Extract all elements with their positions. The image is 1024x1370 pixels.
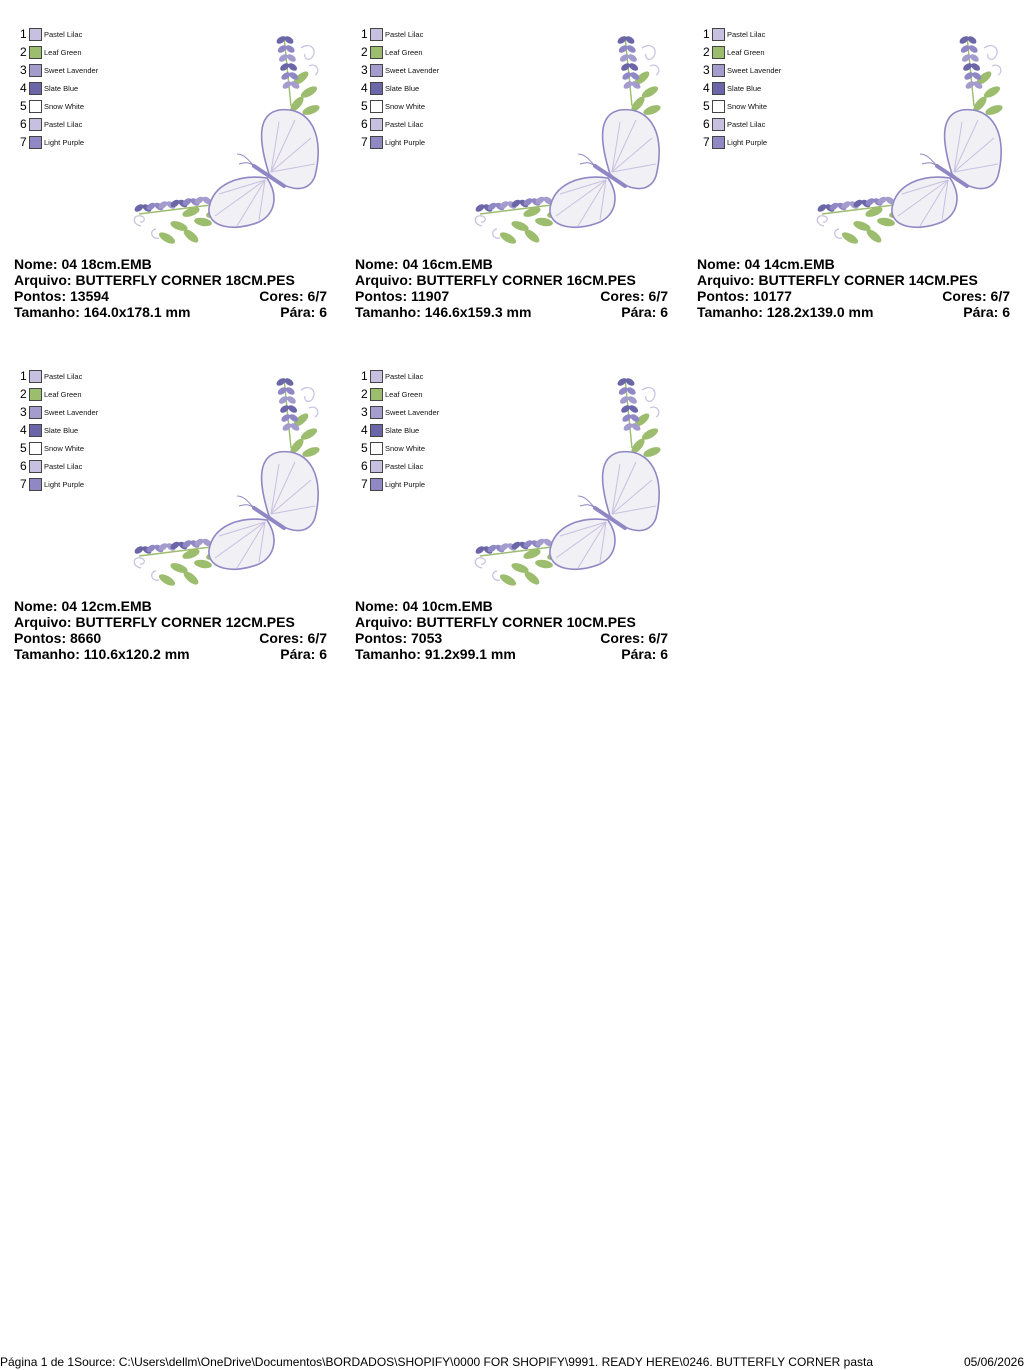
- palette-row: [361, 80, 461, 98]
- color-swatch: [29, 424, 42, 437]
- thread-color-name: Pastel Lilac: [44, 372, 83, 381]
- palette-number: 7: [361, 135, 368, 149]
- palette-row: [361, 476, 461, 494]
- para-label: Pára:: [621, 304, 657, 320]
- pontos-value: 7053: [411, 630, 443, 646]
- palette-number: 3: [361, 405, 368, 419]
- color-swatch: [29, 82, 42, 95]
- thread-color-name: Pastel Lilac: [727, 120, 766, 129]
- palette-row: [703, 134, 803, 152]
- palette-number: 4: [361, 81, 368, 95]
- palette-number: 2: [703, 45, 710, 59]
- color-swatch: [370, 460, 383, 473]
- thread-color-name: Light Purple: [385, 138, 426, 147]
- palette-number: 3: [703, 63, 710, 77]
- color-palette: [20, 368, 120, 494]
- palette-number: 7: [703, 135, 710, 149]
- pontos-value: 11907: [411, 288, 450, 304]
- palette-number: 3: [361, 63, 368, 77]
- color-swatch: [29, 442, 42, 455]
- palette-number: 1: [703, 27, 710, 41]
- color-swatch: [370, 118, 383, 131]
- palette-number: 7: [20, 135, 27, 149]
- palette-row: [20, 476, 120, 494]
- color-swatch: [370, 424, 383, 437]
- palette-row: [20, 386, 120, 404]
- arquivo-value: BUTTERFLY CORNER 16CM.PES: [416, 272, 636, 288]
- color-swatch: [370, 136, 383, 149]
- design-card: [697, 26, 1017, 346]
- palette-number: 1: [361, 27, 368, 41]
- thread-color-name: Leaf Green: [385, 48, 423, 57]
- thread-color-name: Sweet Lavender: [385, 408, 440, 417]
- palette-number: 6: [20, 459, 27, 473]
- tamanho-label: Tamanho:: [14, 646, 80, 662]
- palette-row: [361, 440, 461, 458]
- para-value: 6: [660, 304, 668, 320]
- color-swatch: [29, 460, 42, 473]
- nome-label: Nome:: [14, 598, 58, 614]
- palette-row: [20, 62, 120, 80]
- palette-number: 3: [20, 63, 27, 77]
- pontos-value: 8660: [70, 630, 102, 646]
- color-swatch: [29, 118, 42, 131]
- tamanho-label: Tamanho:: [697, 304, 763, 320]
- palette-number: 5: [361, 441, 368, 455]
- palette-row: [20, 80, 120, 98]
- color-swatch: [29, 370, 42, 383]
- pontos-label: Pontos:: [14, 288, 67, 304]
- color-swatch: [29, 136, 42, 149]
- pontos-value: 13594: [70, 288, 109, 304]
- palette-row: [703, 80, 803, 98]
- tamanho-label: Tamanho:: [355, 304, 421, 320]
- palette-row: [361, 44, 461, 62]
- arquivo-value: BUTTERFLY CORNER 12CM.PES: [75, 614, 295, 630]
- palette-number: 5: [20, 441, 27, 455]
- tamanho-label: Tamanho:: [14, 304, 80, 320]
- palette-number: 5: [20, 99, 27, 113]
- color-swatch: [370, 100, 383, 113]
- palette-row: [361, 404, 461, 422]
- palette-row: [361, 62, 461, 80]
- design-card: [355, 26, 675, 346]
- color-swatch: [712, 136, 725, 149]
- embroidery-preview: [119, 26, 334, 251]
- pontos-label: Pontos:: [355, 288, 408, 304]
- cores-label: Cores:: [942, 288, 987, 304]
- cores-label: Cores:: [600, 630, 645, 646]
- palette-row: [20, 116, 120, 134]
- palette-row: [361, 26, 461, 44]
- palette-number: 1: [20, 27, 27, 41]
- thread-color-name: Sweet Lavender: [44, 408, 99, 417]
- color-palette: [703, 26, 803, 152]
- arquivo-value: BUTTERFLY CORNER 18CM.PES: [75, 272, 295, 288]
- pontos-label: Pontos:: [697, 288, 750, 304]
- palette-row: [20, 134, 120, 152]
- nome-value: 04 10cm.EMB: [402, 598, 493, 614]
- para-value: 6: [1002, 304, 1010, 320]
- palette-number: 2: [361, 45, 368, 59]
- cores-label: Cores:: [259, 288, 304, 304]
- color-swatch: [370, 370, 383, 383]
- color-swatch: [370, 478, 383, 491]
- thread-color-name: Leaf Green: [385, 390, 423, 399]
- palette-row: [20, 422, 120, 440]
- palette-number: 5: [361, 99, 368, 113]
- color-swatch: [712, 118, 725, 131]
- nome-label: Nome:: [355, 598, 399, 614]
- butterfly-icon: [802, 26, 1017, 251]
- thread-color-name: Pastel Lilac: [385, 462, 424, 471]
- color-swatch: [370, 388, 383, 401]
- palette-row: [703, 98, 803, 116]
- source-path: Source: C:\Users\dellm\OneDrive\Documentos\BORDADOS\SHOPIFY\0000 FOR SHOPIFY\9991. READY HERE\0246. BUTTERFLY CORNER pasta: [74, 1355, 873, 1369]
- palette-number: 6: [20, 117, 27, 131]
- palette-number: 4: [361, 423, 368, 437]
- arquivo-label: Arquivo:: [697, 272, 755, 288]
- tamanho-value: 110.6x120.2 mm: [83, 646, 190, 662]
- design-card: [14, 26, 334, 346]
- pontos-label: Pontos:: [14, 630, 67, 646]
- embroidery-preview: [119, 368, 334, 593]
- color-swatch: [712, 46, 725, 59]
- palette-number: 7: [361, 477, 368, 491]
- design-info: [355, 598, 668, 662]
- page-count: Página 1 de 1: [0, 1355, 75, 1369]
- palette-row: [20, 44, 120, 62]
- palette-row: [20, 368, 120, 386]
- palette-number: 4: [20, 81, 27, 95]
- cores-value: 6/7: [648, 288, 668, 304]
- tamanho-value: 128.2x139.0 mm: [766, 304, 874, 320]
- thread-color-name: Pastel Lilac: [44, 462, 83, 471]
- pontos-value: 10177: [753, 288, 792, 304]
- arquivo-value: BUTTERFLY CORNER 10CM.PES: [416, 614, 636, 630]
- para-label: Pára:: [963, 304, 999, 320]
- embroidery-preview: [460, 26, 675, 251]
- embroidery-preview: [460, 368, 675, 593]
- color-swatch: [29, 388, 42, 401]
- color-swatch: [712, 100, 725, 113]
- tamanho-value: 91.2x99.1 mm: [424, 646, 516, 662]
- thread-color-name: Light Purple: [385, 480, 426, 489]
- thread-color-name: Slate Blue: [44, 84, 79, 93]
- butterfly-icon: [460, 26, 675, 251]
- thread-color-name: Slate Blue: [44, 426, 79, 435]
- palette-number: 6: [361, 117, 368, 131]
- palette-number: 2: [20, 387, 27, 401]
- palette-number: 2: [20, 45, 27, 59]
- palette-number: 5: [703, 99, 710, 113]
- palette-row: [361, 116, 461, 134]
- embroidery-preview: [802, 26, 1017, 251]
- design-info: [697, 256, 1010, 320]
- cores-label: Cores:: [259, 630, 304, 646]
- palette-number: 4: [703, 81, 710, 95]
- tamanho-label: Tamanho:: [355, 646, 421, 662]
- thread-color-name: Leaf Green: [727, 48, 765, 57]
- thread-color-name: Pastel Lilac: [44, 30, 83, 39]
- palette-number: 2: [361, 387, 368, 401]
- palette-row: [703, 26, 803, 44]
- thread-color-name: Leaf Green: [44, 48, 82, 57]
- palette-row: [361, 98, 461, 116]
- thread-color-name: Pastel Lilac: [385, 30, 424, 39]
- thread-color-name: Slate Blue: [385, 84, 420, 93]
- palette-row: [703, 44, 803, 62]
- palette-number: 3: [20, 405, 27, 419]
- color-swatch: [370, 406, 383, 419]
- design-info: [14, 256, 327, 320]
- palette-row: [703, 62, 803, 80]
- palette-number: 1: [20, 369, 27, 383]
- design-info: [14, 598, 327, 662]
- palette-row: [20, 458, 120, 476]
- nome-label: Nome:: [14, 256, 58, 272]
- palette-number: 4: [20, 423, 27, 437]
- color-swatch: [29, 46, 42, 59]
- arquivo-label: Arquivo:: [355, 272, 413, 288]
- nome-value: 04 16cm.EMB: [402, 256, 493, 272]
- para-value: 6: [660, 646, 668, 662]
- cores-value: 6/7: [307, 288, 327, 304]
- thread-color-name: Snow White: [727, 102, 768, 111]
- nome-label: Nome:: [697, 256, 741, 272]
- para-label: Pára:: [621, 646, 657, 662]
- butterfly-icon: [460, 368, 675, 593]
- color-swatch: [29, 28, 42, 41]
- color-palette: [361, 26, 461, 152]
- thread-color-name: Snow White: [44, 102, 85, 111]
- thread-color-name: Sweet Lavender: [44, 66, 99, 75]
- nome-value: 04 18cm.EMB: [61, 256, 152, 272]
- design-card: [355, 368, 675, 688]
- palette-row: [361, 458, 461, 476]
- arquivo-value: BUTTERFLY CORNER 14CM.PES: [758, 272, 978, 288]
- arquivo-label: Arquivo:: [355, 614, 413, 630]
- thread-color-name: Pastel Lilac: [385, 372, 424, 381]
- color-swatch: [712, 82, 725, 95]
- cores-value: 6/7: [307, 630, 327, 646]
- color-swatch: [712, 28, 725, 41]
- para-label: Pára:: [280, 646, 316, 662]
- palette-row: [20, 98, 120, 116]
- palette-row: [20, 404, 120, 422]
- thread-color-name: Pastel Lilac: [44, 120, 83, 129]
- color-swatch: [370, 46, 383, 59]
- thread-color-name: Light Purple: [44, 480, 85, 489]
- thread-color-name: Sweet Lavender: [385, 66, 440, 75]
- nome-value: 04 14cm.EMB: [744, 256, 835, 272]
- color-swatch: [29, 64, 42, 77]
- color-swatch: [29, 406, 42, 419]
- print-date: 05/06/2026: [963, 1355, 1024, 1369]
- butterfly-icon: [119, 26, 334, 251]
- design-info: [355, 256, 668, 320]
- palette-row: [703, 116, 803, 134]
- color-swatch: [29, 100, 42, 113]
- thread-color-name: Light Purple: [44, 138, 85, 147]
- thread-color-name: Snow White: [44, 444, 85, 453]
- para-label: Pára:: [280, 304, 316, 320]
- arquivo-label: Arquivo:: [14, 272, 72, 288]
- design-card: [14, 368, 334, 688]
- thread-color-name: Leaf Green: [44, 390, 82, 399]
- cores-value: 6/7: [990, 288, 1010, 304]
- cores-value: 6/7: [648, 630, 668, 646]
- para-value: 6: [319, 646, 327, 662]
- thread-color-name: Snow White: [385, 444, 426, 453]
- thread-color-name: Slate Blue: [385, 426, 420, 435]
- color-swatch: [370, 82, 383, 95]
- palette-number: 6: [361, 459, 368, 473]
- thread-color-name: Snow White: [385, 102, 426, 111]
- nome-value: 04 12cm.EMB: [61, 598, 152, 614]
- thread-color-name: Slate Blue: [727, 84, 762, 93]
- cores-label: Cores:: [600, 288, 645, 304]
- para-value: 6: [319, 304, 327, 320]
- palette-number: 6: [703, 117, 710, 131]
- print-footer: [0, 1354, 1024, 1370]
- nome-label: Nome:: [355, 256, 399, 272]
- color-swatch: [712, 64, 725, 77]
- palette-number: 1: [361, 369, 368, 383]
- thread-color-name: Pastel Lilac: [385, 120, 424, 129]
- thread-color-name: Pastel Lilac: [727, 30, 766, 39]
- thread-color-name: Sweet Lavender: [727, 66, 782, 75]
- color-swatch: [370, 28, 383, 41]
- palette-row: [20, 26, 120, 44]
- color-swatch: [29, 478, 42, 491]
- color-palette: [20, 26, 120, 152]
- palette-number: 7: [20, 477, 27, 491]
- tamanho-value: 164.0x178.1 mm: [83, 304, 191, 320]
- tamanho-value: 146.6x159.3 mm: [424, 304, 532, 320]
- color-palette: [361, 368, 461, 494]
- palette-row: [361, 422, 461, 440]
- butterfly-icon: [119, 368, 334, 593]
- color-swatch: [370, 64, 383, 77]
- palette-row: [361, 134, 461, 152]
- arquivo-label: Arquivo:: [14, 614, 72, 630]
- thread-color-name: Light Purple: [727, 138, 768, 147]
- pontos-label: Pontos:: [355, 630, 408, 646]
- palette-row: [20, 440, 120, 458]
- palette-row: [361, 386, 461, 404]
- color-swatch: [370, 442, 383, 455]
- palette-row: [361, 368, 461, 386]
